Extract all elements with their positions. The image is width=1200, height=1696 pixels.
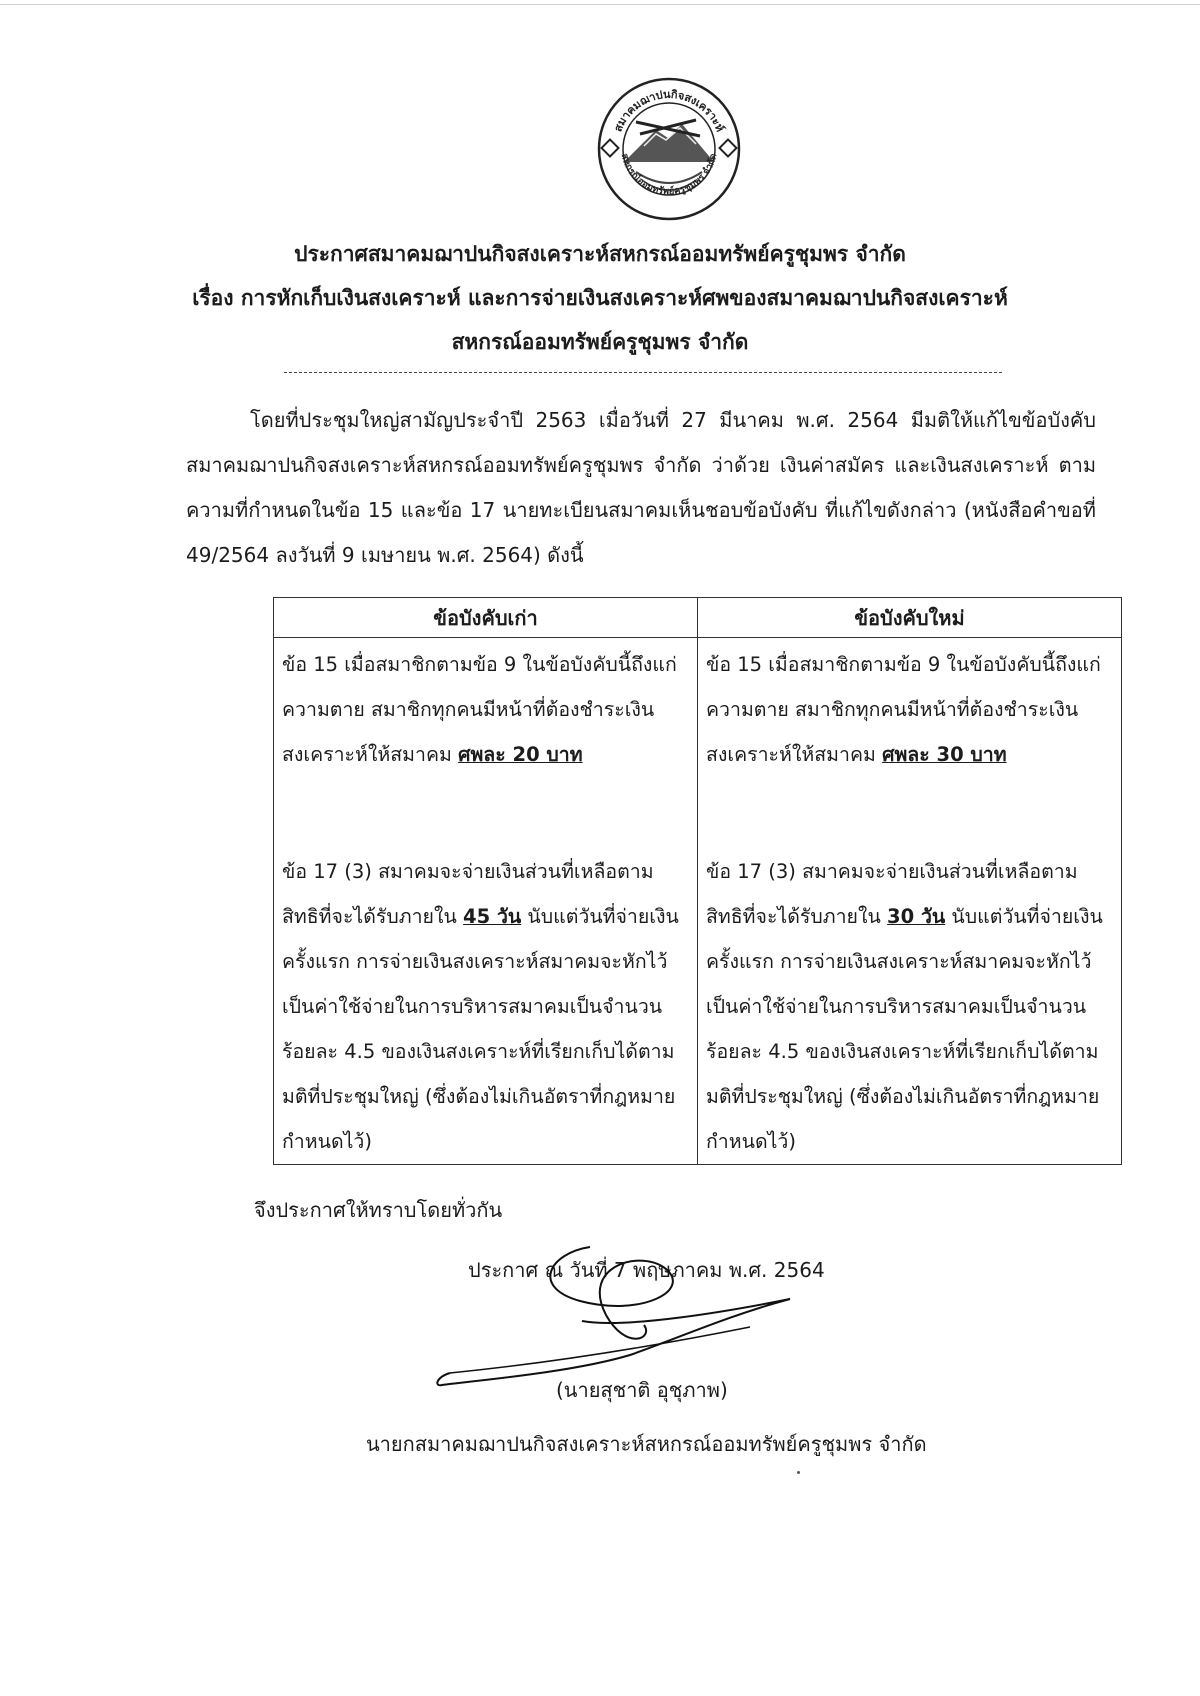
new-regulation-header: ข้อบังคับใหม่ bbox=[698, 598, 1122, 638]
association-seal-logo bbox=[596, 76, 742, 222]
table-row bbox=[274, 638, 1122, 1165]
old-regulation-header: ข้อบังคับเก่า bbox=[274, 598, 698, 638]
announcement-subject: เรื่อง การหักเก็บเงินสงเคราะห์ และการจ่ายเงินสงเคราะห์ศพของสมาคมฌาปนกิจสงเคราะห์ bbox=[192, 286, 1008, 310]
old-clause-17-days: 45 วัน bbox=[463, 905, 522, 928]
closing-notice: จึงประกาศให้ทราบโดยทั่วกัน bbox=[254, 1198, 503, 1222]
dashed-divider bbox=[284, 372, 1002, 373]
announcement-subject-continued: สหกรณ์ออมทรัพย์ครูชุมพร จำกัด bbox=[451, 330, 749, 354]
old-regulation-cell bbox=[274, 638, 698, 1165]
scan-edge-line bbox=[0, 4, 1200, 5]
old-clause-15-amount: ศพละ 20 บาท bbox=[458, 743, 583, 766]
scan-speck bbox=[797, 1471, 800, 1474]
body-paragraph bbox=[186, 398, 1096, 578]
signer-name: (นายสุชาติ อุชุภาพ) bbox=[556, 1378, 728, 1402]
seal-top-text: สมาคมฌาปนกิจสงเคราะห์ bbox=[611, 87, 727, 134]
old-clause-15: ข้อ 15 เมื่อสมาชิกตามข้อ 9 ในข้อบังคับนี้ถึงแก่ความตาย สมาชิกทุกคนมีหน้าที่ต้องชำระเงินสงเคราะห์ให้สมาคม ศพละ 20 บาท bbox=[282, 653, 677, 766]
seal-bottom-text: สหกรณ์ออมทรัพย์ครูชุมพร จำกัด bbox=[618, 152, 720, 198]
announcement-title: ประกาศสมาคมฌาปนกิจสงเคราะห์สหกรณ์ออมทรัพย์ครูชุมพร จำกัด bbox=[294, 242, 906, 266]
announcement-date: ประกาศ ณ วันที่ 7 พฤษภาคม พ.ศ. 2564 bbox=[468, 1258, 825, 1282]
new-clause-17: ข้อ 17 (3) สมาคมจะจ่ายเงินส่วนที่เหลือตามสิทธิที่จะได้รับภายใน 30 วัน นับแต่วันที่จ่ายเงินครั้งแรก การจ่ายเงินสงเคราะห์สมาคมจะหักไว้เป็นค่าใช้จ่ายในการบริหารสมาคมเป็นจำนวนร้อยละ 4.5 ของเงินสงเคราะห์ที่เรียกเก็บได้ตามมติที่ประชุมใหญ่ (ซึ่งต้องไม่เกินอัตราที่กฎหมายกำหนดไว้) bbox=[706, 860, 1103, 1153]
body-paragraph-text: โดยที่ประชุมใหญ่สามัญประจำปี 2563 เมื่อวันที่ 27 มีนาคม พ.ศ. 2564 มีมติให้แก้ไขข้อบังคับสมาคมฌาปนกิจสงเคราะห์สหกรณ์ออมทรัพย์ครูชุมพร จำกัด ว่าด้วย เงินค่าสมัคร และเงินสงเคราะห์ ตามความที่กำหนดในข้อ 15 และข้อ 17 นายทะเบียนสมาคมเห็นชอบข้อบังคับ ที่แก้ไขดังกล่าว (หนังสือคำขอที่ 49/2564 ลงวันที่ 9 เมษายน พ.ศ. 2564) ดังนี้ bbox=[186, 408, 1096, 567]
new-clause-17-days: 30 วัน bbox=[887, 905, 946, 928]
regulation-comparison-table bbox=[273, 597, 1122, 1165]
table-header-row bbox=[274, 598, 1122, 638]
new-clause-15-amount: ศพละ 30 บาท bbox=[882, 743, 1007, 766]
old-clause-17: ข้อ 17 (3) สมาคมจะจ่ายเงินส่วนที่เหลือตามสิทธิที่จะได้รับภายใน 45 วัน นับแต่วันที่จ่ายเงินครั้งแรก การจ่ายเงินสงเคราะห์สมาคมจะหักไว้เป็นค่าใช้จ่ายในการบริหารสมาคมเป็นจำนวนร้อยละ 4.5 ของเงินสงเคราะห์ที่เรียกเก็บได้ตามมติที่ประชุมใหญ่ (ซึ่งต้องไม่เกินอัตราที่กฎหมายกำหนดไว้) bbox=[282, 860, 679, 1153]
new-regulation-cell bbox=[698, 638, 1122, 1165]
signer-position: นายกสมาคมฌาปนกิจสงเคราะห์สหกรณ์ออมทรัพย์ครูชุมพร จำกัด bbox=[366, 1432, 927, 1456]
new-clause-15: ข้อ 15 เมื่อสมาชิกตามข้อ 9 ในข้อบังคับนี้ถึงแก่ความตาย สมาชิกทุกคนมีหน้าที่ต้องชำระเงินสงเคราะห์ให้สมาคม ศพละ 30 บาท bbox=[706, 653, 1101, 766]
